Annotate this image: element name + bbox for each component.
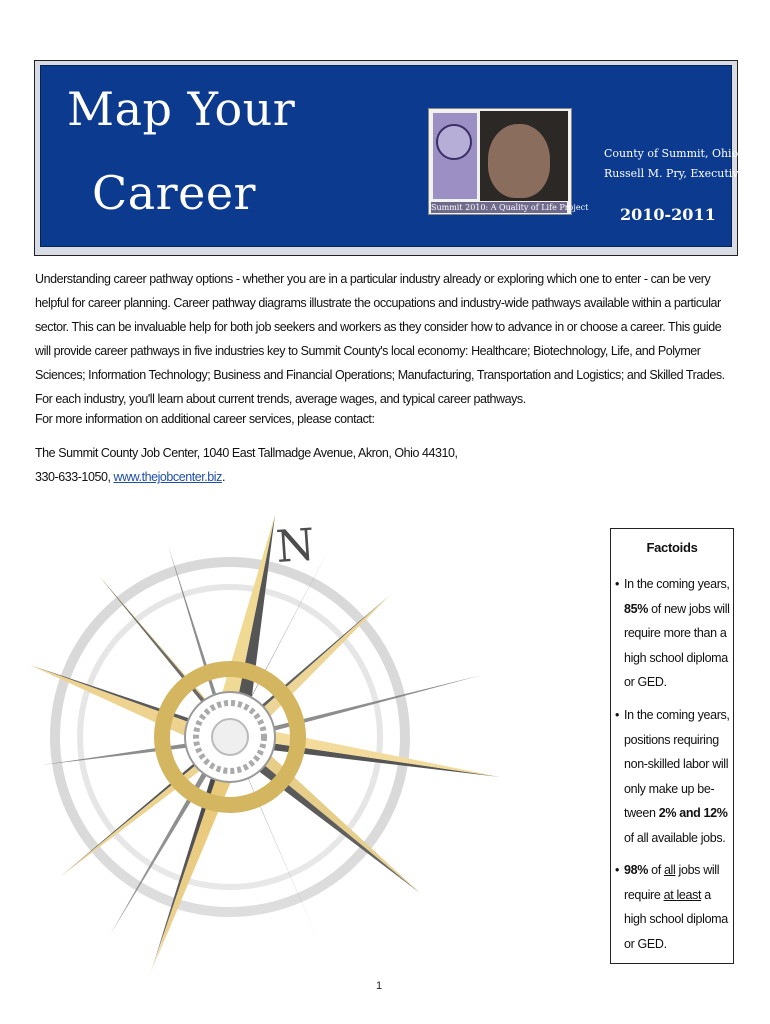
compass-fade — [20, 805, 540, 975]
factoid-item — [615, 858, 732, 956]
fact-text: In the coming years, — [624, 577, 730, 591]
fact-highlight: 2% and 12% — [658, 806, 728, 820]
county-info — [604, 144, 745, 184]
contact-period: . — [221, 470, 225, 484]
factoid-item — [615, 703, 732, 850]
county-seal-icon — [436, 124, 472, 160]
fact-text: of all available jobs. — [624, 830, 726, 845]
portrait-face — [488, 124, 550, 198]
jobcenter-website-link[interactable]: www.thejobcenter.biz — [113, 470, 222, 484]
bullet-icon: • — [615, 863, 620, 877]
page-title-line-2: Career — [92, 166, 257, 220]
contact-phone-line — [35, 465, 225, 489]
page-number: 1 — [376, 980, 383, 992]
county-name: County of Summit, Ohio — [604, 147, 739, 160]
intro-paragraph: Understanding career pathway options - whether you are in a particular industry already or exploring which one to enter - can be very helpful for career planning. Career pathway diagrams illustrate the occupations and industry-wide pathways available within a particular sector. This can be invaluable help for both job seekers and workers as they consider how to advance in or choose a career. This guide will provide career pathways in five industries key to Summit County's local economy: Healthcare; Biotechnology, Life, and Polymer Sciences; Information Technology; Business and Financial Operations; Manufacturing, Transportation and Logistics; and Skilled Trades. For each industry, you'll learn about current trends, average wages, and typical career pathways. — [35, 272, 725, 406]
contact-address: The Summit County Job Center, 1040 East Tallmadge Avenue, Akron, Ohio 44310, — [35, 446, 458, 460]
bullet-icon: • — [615, 577, 620, 591]
compass-rose-illustration — [20, 505, 540, 975]
factoids-title: Factoids — [646, 540, 698, 555]
fact-highlight: 98% — [624, 863, 648, 877]
fact-highlight: 85% — [624, 601, 648, 616]
edition-years: 2010-2011 — [620, 205, 716, 224]
county-executive: Russell M. Pry, Executive — [604, 167, 746, 180]
fact-text: jobs will require — [624, 863, 720, 902]
compass-north-letter: N — [274, 519, 317, 573]
contact-prompt: For more information on additional career services, please contact: — [35, 412, 375, 426]
fact-text: a high school diploma or GED. — [624, 887, 728, 951]
fact-emphasis: at least — [663, 887, 702, 902]
photo-caption: Summit 2010: A Quality of Life Project — [431, 203, 589, 212]
bullet-icon: • — [615, 708, 620, 722]
fact-text: of — [647, 863, 664, 877]
contact-phone: 330-633-1050, — [35, 470, 111, 484]
fact-text: of new jobs will require more than a high school diploma or GED. — [624, 601, 730, 689]
page-title-line-1: Map Your — [67, 82, 296, 136]
fact-emphasis: all — [663, 863, 676, 877]
fact-text: In the coming years, positions requiring non-skilled labor will only make up be-tween — [624, 708, 730, 820]
factoids-sidebar — [610, 528, 734, 964]
factoid-item — [615, 572, 732, 695]
